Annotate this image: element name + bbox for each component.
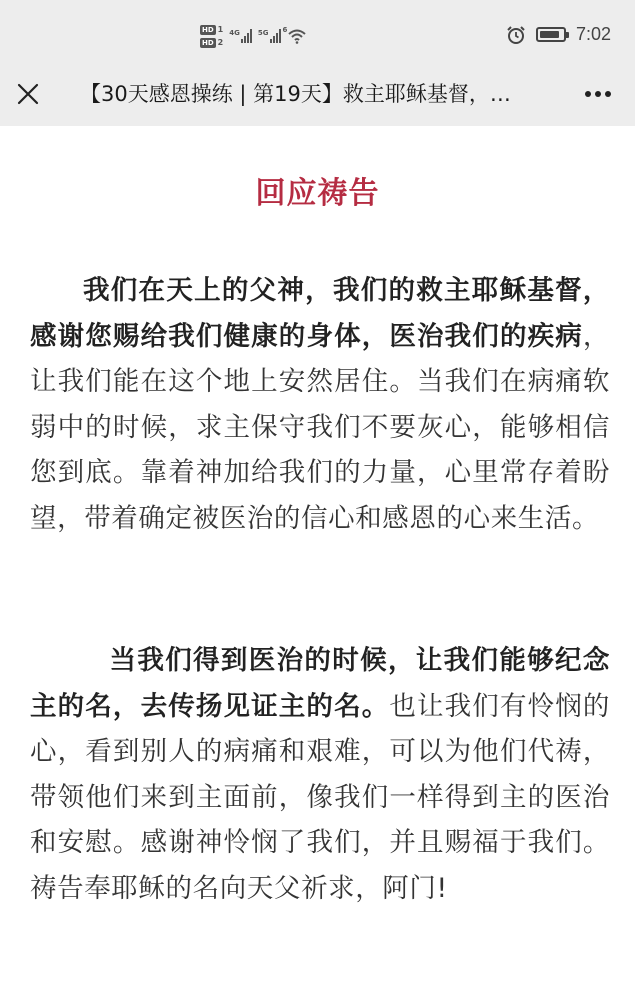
prayer-paragraph-1 (30, 268, 610, 541)
sim1-number: 1 (217, 25, 224, 34)
paragraph1-emphasis: 我们在天上的父神，我们的救主耶稣基督，感谢您赐给我们健康的身体，医治我们的疾病 (30, 275, 610, 352)
sim1-indicator (200, 25, 223, 35)
battery-fill (540, 31, 559, 38)
hd-badge: HD (202, 38, 214, 47)
wifi-icon (282, 26, 307, 44)
battery-icon (536, 27, 566, 42)
section-heading: 回应祷告 (255, 176, 380, 211)
wifi-label: 6 (282, 26, 288, 34)
page-title: 【30天感恩操练 | 第19天】救主耶稣基督，… (80, 82, 511, 106)
signal-bars-2 (270, 29, 281, 43)
sim2-number: 2 (217, 38, 224, 47)
network1-label: 4G (229, 29, 240, 37)
status-bar (0, 0, 635, 62)
article-content (0, 126, 635, 1000)
close-icon[interactable] (14, 80, 42, 108)
paragraph2-emphasis: 当我们得到医治的时候，让我们能够纪念主的名，去传扬见证主的名。 (30, 645, 610, 722)
title-bar (0, 62, 635, 126)
network2-label: 5G (257, 29, 269, 37)
more-icon[interactable] (583, 88, 613, 100)
signal-bars-1 (241, 29, 252, 43)
signal-icon (258, 29, 281, 43)
alarm-icon (506, 25, 526, 45)
clock: 7:02 (575, 24, 611, 44)
hd-badge: HD (202, 25, 214, 34)
sim2-indicator (200, 38, 223, 48)
prayer-paragraph-2 (30, 638, 610, 911)
network-indicators (200, 18, 307, 54)
status-right (506, 24, 611, 45)
signal-icon (229, 29, 252, 43)
paragraph2-text: 也让我们有怜悯的心，看到别人的病痛和艰难，可以为他们代祷，带领他们来到主面前，像我们一样得到主的医治和安慰。感谢神怜悯了我们，并且赐福于我们。祷告奉耶稣的名向天父祈求，阿门! (30, 690, 610, 904)
paragraph1-text: ，让我们能在这个地上安然居住。当我们在病痛软弱中的时候，求主保守我们不要灰心，能够相信您到底。靠着神加给我们的力量，心里常存着盼望，带着确定被医治的信心和感恩的心来生活。 (30, 320, 610, 534)
sim-indicators (200, 25, 223, 48)
